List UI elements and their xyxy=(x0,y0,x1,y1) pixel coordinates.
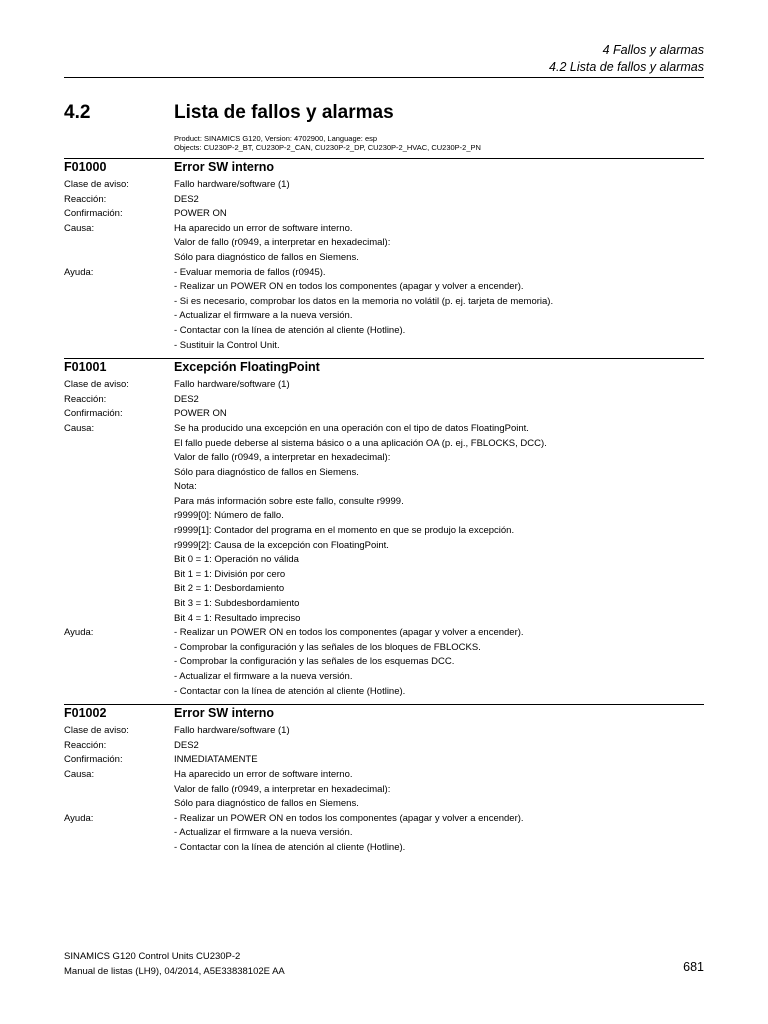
field-value-line: INMEDIATAMENTE xyxy=(174,754,258,766)
fault-field-row xyxy=(64,422,704,626)
field-value-line: Sólo para diagnóstico de fallos en Siemens. xyxy=(174,251,359,263)
fault-title: Excepción FloatingPoint xyxy=(174,360,320,375)
field-value-line: Ha aparecido un error de software interno. xyxy=(174,222,353,234)
fault-field-row xyxy=(64,266,704,354)
field-label: Causa: xyxy=(64,222,95,234)
field-values xyxy=(174,626,704,699)
field-values xyxy=(174,193,704,208)
field-value-line: POWER ON xyxy=(174,408,227,420)
field-values xyxy=(174,407,704,422)
field-label: Clase de aviso: xyxy=(64,379,129,391)
field-values xyxy=(174,378,704,393)
field-value-line: Fallo hardware/software (1) xyxy=(174,379,290,391)
field-value-line: Bit 2 = 1: Desbordamiento xyxy=(174,583,285,595)
field-values xyxy=(174,266,704,354)
field-values xyxy=(174,724,704,739)
fault-field-row xyxy=(64,378,704,393)
fault-code: F01000 xyxy=(64,160,107,174)
fault-code: F01001 xyxy=(64,360,107,375)
field-label: Confirmación: xyxy=(64,208,123,220)
product-info xyxy=(174,134,481,152)
footer-manual: Manual de listas (LH9), 04/2014, A5E33838102E AA xyxy=(64,966,285,977)
page-footer xyxy=(64,949,704,979)
field-value-line: - Actualizar el firmware a la nueva versión. xyxy=(174,827,353,839)
field-value-line: POWER ON xyxy=(174,208,227,220)
field-value-line: DES2 xyxy=(174,393,199,405)
field-label: Reacción: xyxy=(64,739,107,751)
fault-field-row xyxy=(64,812,704,856)
header-section: 4.2 Lista de fallos y alarmas xyxy=(549,60,704,74)
field-value-line: - Comprobar la configuración y las señales de los bloques de FBLOCKS. xyxy=(174,641,481,653)
field-value-line: Fallo hardware/software (1) xyxy=(174,725,290,737)
page-number: 681 xyxy=(683,960,704,974)
field-value-line: Para más información sobre este fallo, consulte r9999. xyxy=(174,495,404,507)
fault-field-row xyxy=(64,207,704,222)
field-values xyxy=(174,812,704,856)
field-value-line: Nota: xyxy=(174,481,197,493)
section-title: Lista de fallos y alarmas xyxy=(174,102,394,123)
field-value-line: - Actualizar el firmware a la nueva versión. xyxy=(174,671,353,682)
field-label: Confirmación: xyxy=(64,754,123,766)
fault-field-row xyxy=(64,193,704,208)
fault-field-row xyxy=(64,768,704,812)
field-label: Reacción: xyxy=(64,193,107,205)
field-value-line: El fallo puede deberse al sistema básico o a una aplicación OA (p. ej., FBLOCKS, DCC). xyxy=(174,437,547,449)
field-value-line: Se ha producido una excepción en una operación con el tipo de datos FloatingPoint. xyxy=(174,422,529,434)
field-label: Ayuda: xyxy=(64,627,94,639)
field-value-line: Valor de fallo (r0949, a interpretar en hexadecimal): xyxy=(174,452,391,464)
fault-field-row xyxy=(64,626,704,699)
field-values xyxy=(174,753,704,768)
field-value-line: - Realizar un POWER ON en todos los componentes (apagar y volver a encender). xyxy=(174,812,524,824)
field-value-line: - Realizar un POWER ON en todos los componentes (apagar y volver a encender). xyxy=(174,627,524,639)
fault-header xyxy=(64,158,704,178)
fault-entry xyxy=(64,358,704,699)
field-value-line: - Evaluar memoria de fallos (r0945). xyxy=(174,266,326,278)
field-values xyxy=(174,739,704,754)
field-value-line: - Actualizar el firmware a la nueva versión. xyxy=(174,310,353,322)
field-value-line: Sólo para diagnóstico de fallos en Siemens. xyxy=(174,466,359,478)
fault-title: Error SW interno xyxy=(174,160,275,174)
field-label: Clase de aviso: xyxy=(64,179,129,190)
field-value-line: Valor de fallo (r0949, a interpretar en hexadecimal): xyxy=(174,783,391,795)
fault-field-row xyxy=(64,407,704,422)
field-values xyxy=(174,178,704,193)
fault-header xyxy=(64,358,704,378)
fault-title: Error SW interno xyxy=(174,706,275,721)
fault-field-row xyxy=(64,178,704,193)
field-label: Reacción: xyxy=(64,393,107,405)
field-value-line: Bit 3 = 1: Subdesbordamiento xyxy=(174,598,300,610)
field-values xyxy=(174,422,704,626)
footer-product: SINAMICS G120 Control Units CU230P-2 xyxy=(64,951,241,962)
field-value-line: r9999[2]: Causa de la excepción con FloatingPoint. xyxy=(174,539,389,551)
field-label: Clase de aviso: xyxy=(64,725,129,737)
field-value-line: Bit 4 = 1: Resultado impreciso xyxy=(174,612,301,624)
field-label: Confirmación: xyxy=(64,408,123,420)
field-label: Causa: xyxy=(64,768,95,780)
field-label: Ayuda: xyxy=(64,812,94,824)
field-value-line: r9999[0]: Número de fallo. xyxy=(174,510,284,522)
field-value-line: - Si es necesario, comprobar los datos en la memoria no volátil (p. ej. tarjeta de memoria). xyxy=(174,295,554,307)
field-value-line: DES2 xyxy=(174,739,199,751)
field-label: Causa: xyxy=(64,422,95,434)
fault-entry xyxy=(64,704,704,855)
page-header xyxy=(64,42,704,78)
product-line: Product: SINAMICS G120, Version: 4702900, Language: esp xyxy=(174,134,378,143)
fault-field-row xyxy=(64,753,704,768)
fault-field-row xyxy=(64,393,704,408)
field-value-line: - Comprobar la configuración y las señales de los esquemas DCC. xyxy=(174,656,455,668)
fault-entry xyxy=(64,158,704,353)
field-values xyxy=(174,768,704,812)
fault-list xyxy=(64,158,704,856)
fault-field-row xyxy=(64,222,704,266)
field-value-line: - Contactar con la línea de atención al cliente (Hotline). xyxy=(174,324,406,336)
header-chapter: 4 Fallos y alarmas xyxy=(602,43,704,57)
field-value-line: Valor de fallo (r0949, a interpretar en hexadecimal): xyxy=(174,237,391,249)
field-value-line: DES2 xyxy=(174,193,199,205)
field-value-line: Bit 1 = 1: División por cero xyxy=(174,568,286,580)
field-value-line: - Contactar con la línea de atención al cliente (Hotline). xyxy=(174,841,406,853)
field-value-line: Ha aparecido un error de software interno. xyxy=(174,768,353,780)
field-value-line: - Contactar con la línea de atención al cliente (Hotline). xyxy=(174,685,406,697)
field-value-line: Bit 0 = 1: Operación no válida xyxy=(174,554,299,566)
field-value-line: - Realizar un POWER ON en todos los componentes (apagar y volver a encender). xyxy=(174,281,524,293)
header-rule xyxy=(64,77,704,78)
objects-line: Objects: CU230P-2_BT, CU230P-2_CAN, CU230P-2_DP, CU230P-2_HVAC, CU230P-2_PN xyxy=(174,143,481,152)
fault-field-row xyxy=(64,739,704,754)
field-value-line: - Sustituir la Control Unit. xyxy=(174,339,280,351)
field-value-line: Fallo hardware/software (1) xyxy=(174,179,290,190)
field-value-line: Sólo para diagnóstico de fallos en Siemens. xyxy=(174,798,359,810)
field-label: Ayuda: xyxy=(64,266,94,278)
fault-header xyxy=(64,704,704,724)
field-values xyxy=(174,207,704,222)
field-values xyxy=(174,222,704,266)
field-value-line: r9999[1]: Contador del programa en el momento en que se produjo la excepción. xyxy=(174,525,515,537)
fault-code: F01002 xyxy=(64,706,107,721)
section-number: 4.2 xyxy=(64,102,91,123)
fault-field-row xyxy=(64,724,704,739)
field-values xyxy=(174,393,704,408)
